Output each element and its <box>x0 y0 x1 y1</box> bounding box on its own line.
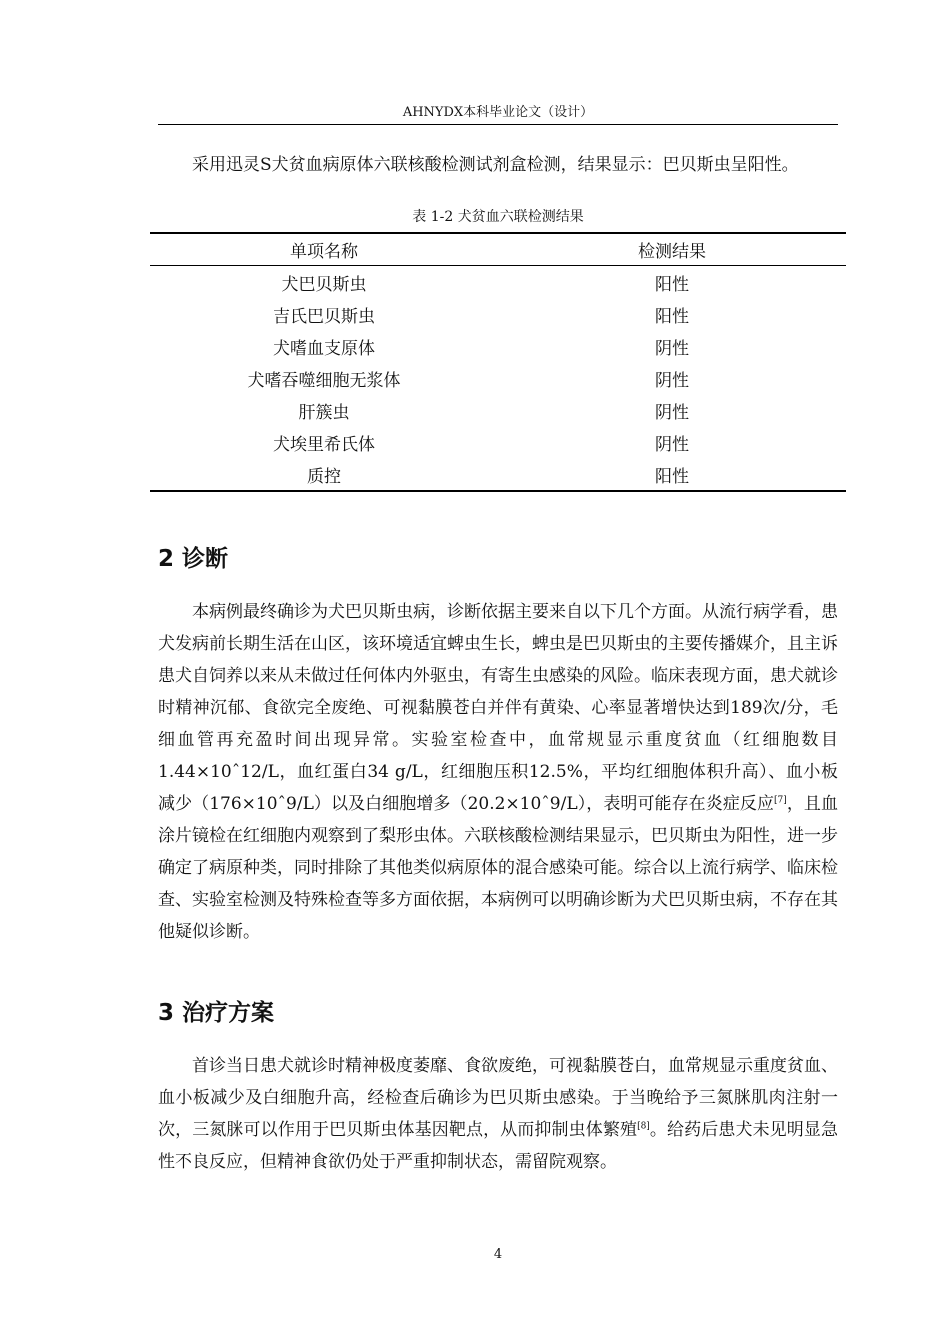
table-caption: 表 1-2 犬贫血六联检测结果 <box>412 209 584 225</box>
treatment-text-part2: 。给药后患犬未见明显急性不良反应，但精神食欲仍处于严重抑制状态，需留院观察。 <box>158 1120 839 1172</box>
citation-ref: [8] <box>637 1121 650 1132</box>
header-rule <box>158 124 838 125</box>
table-row <box>150 298 846 330</box>
item-result: 阴性 <box>655 402 689 423</box>
item-result: 阴性 <box>655 338 689 359</box>
item-name: 质控 <box>150 458 498 491</box>
section-heading-diagnosis: 2 诊断 <box>158 546 229 572</box>
citation-ref: [7] <box>774 795 787 806</box>
item-name: 犬埃里希氏体 <box>273 434 375 455</box>
table-row <box>150 426 846 458</box>
item-result: 阳性 <box>498 458 846 491</box>
item-result: 阴性 <box>655 434 689 455</box>
intro-paragraph: 采用迅灵S犬贫血病原体六联核酸检测试剂盒检测，结果显示：巴贝斯虫呈阳性。 <box>192 155 799 175</box>
result-table <box>150 232 846 492</box>
item-result: 阴性 <box>655 370 689 391</box>
item-name: 吉氏巴贝斯虫 <box>273 306 375 327</box>
table-row <box>150 394 846 426</box>
running-header: AHNYDX本科毕业论文（设计） <box>402 105 594 120</box>
diagnosis-text-part1: 本病例最终确诊为犬巴贝斯虫病，诊断依据主要来自以下几个方面。从流行病学看，患犬发病前长期生活在山区，该环境适宜蜱虫生长，蜱虫是巴贝斯虫的主要传播媒介，且主诉患犬自饲养以来从未做过任何体内外驱虫，有寄生虫感染的风险。临床表现方面，患犬就诊时精神沉郁、食欲完全废绝、可视黏膜苍白并伴有黄染、心率显著增快达到189次/分，毛细血管再充盈时间出现异常。实验室检查中，血常规显示重度贫血（红细胞数目1.44×10ˆ12/L，血红蛋白34 g/L，红细胞压积12.5%，平均红细胞体积升高）、血小板减少（176×10ˆ9/L）以及白细胞增多（20.2×10ˆ9/L），表明可能存在炎症反应 <box>158 602 838 814</box>
section-heading-treatment: 3 治疗方案 <box>158 1000 275 1026</box>
table-header-row <box>150 233 846 266</box>
table-row <box>150 266 846 299</box>
item-result: 阳性 <box>655 274 689 295</box>
treatment-paragraph <box>158 1050 838 1178</box>
item-name: 犬嗜吞噬细胞无浆体 <box>247 370 401 391</box>
treatment-text-part1: 首诊当日患犬就诊时精神极度萎靡、食欲废绝，可视黏膜苍白，血常规显示重度贫血、血小板减少及白细胞升高，经检查后确诊为巴贝斯虫感染。于当晚给予三氮脒肌肉注射一次，三氮脒可以作用于巴贝斯虫体基因靶点，从而抑制虫体繁殖 <box>158 1056 838 1140</box>
item-result: 阳性 <box>655 306 689 327</box>
item-name: 肝簇虫 <box>298 402 350 423</box>
table-row <box>150 458 846 491</box>
item-name: 犬巴贝斯虫 <box>281 274 367 295</box>
table-row <box>150 330 846 362</box>
page-number: 4 <box>493 1247 503 1262</box>
column-header-result: 检测结果 <box>498 233 846 266</box>
item-name: 犬嗜血支原体 <box>273 338 375 359</box>
diagnosis-paragraph <box>158 596 838 948</box>
diagnosis-text-part2: ，且血涂片镜检在红细胞内观察到了梨形虫体。六联核酸检测结果显示，巴贝斯虫为阳性，进一步确定了病原种类，同时排除了其他类似病原体的混合感染可能。综合以上流行病学、临床检查、实验室检测及特殊检查等多方面依据，本病例可以明确诊断为犬巴贝斯虫病，不存在其他疑似诊断。 <box>158 794 839 942</box>
table-row <box>150 362 846 394</box>
column-header-name: 单项名称 <box>150 233 498 266</box>
